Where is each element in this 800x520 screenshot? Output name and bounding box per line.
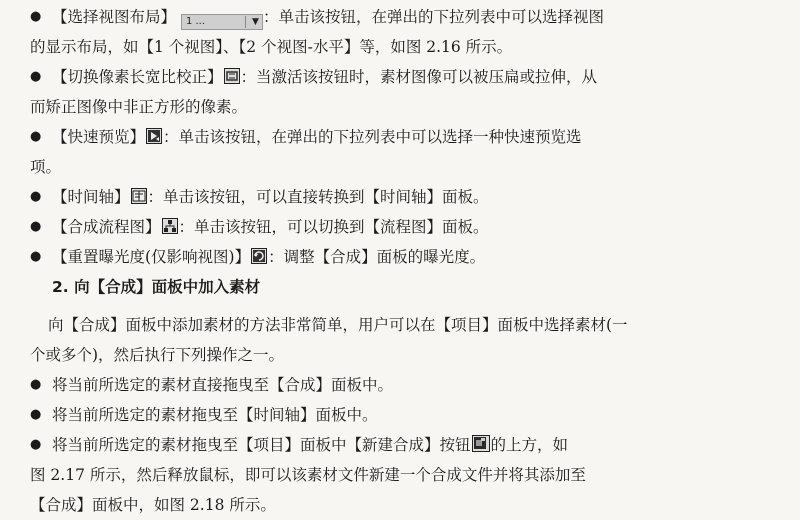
- item-text: ：单击该按钮，在弹出的下拉列表中可以选择视图: [262, 8, 604, 26]
- item-title: 【重置曝光度(仅影响视图)】: [52, 248, 251, 266]
- item-text: 将当前所选定的素材拖曳至【时间轴】面板中。: [52, 406, 378, 424]
- item-text: 的上方，如: [490, 436, 569, 454]
- bullet: ●: [30, 129, 42, 144]
- list-item: [30, 400, 792, 430]
- item-text-cont: 项。: [30, 158, 62, 176]
- item-text: 将当前所选定的素材拖曳至【项目】面板中【新建合成】按钮: [52, 436, 471, 454]
- pixel-aspect-icon: [224, 68, 240, 84]
- fast-preview-icon: [146, 128, 162, 144]
- bullet: ●: [30, 437, 42, 452]
- list-item: [30, 122, 792, 182]
- item-text-cont: 图 2.17 所示，然后释放鼠标，即可以该素材文件新建一个合成文件并将其添加至: [30, 466, 586, 484]
- bullet: ●: [30, 9, 42, 24]
- bullet: ●: [30, 219, 42, 234]
- paragraph-line: 向【合成】面板中添加素材的方法非常简单，用户可以在【项目】面板中选择素材(一: [48, 316, 628, 334]
- item-text: ：单击该按钮，在弹出的下拉列表中可以选择一种快速预览选: [163, 128, 582, 146]
- paragraph-line: 个或多个)，然后执行下列操作之一。: [30, 346, 285, 364]
- item-text: ：当激活该按钮时，素材图像可以被压扁或拉伸，从: [240, 68, 598, 86]
- item-text: ：单击该按钮，可以直接转换到【时间轴】面板。: [147, 188, 489, 206]
- list-item: [30, 182, 792, 212]
- item-title: 【合成流程图】: [52, 218, 161, 236]
- list-item: [30, 2, 792, 62]
- item-text-cont: 而矫正图像中非正方形的像素。: [30, 98, 248, 116]
- view-layout-dropdown: 1 ... ▼: [181, 14, 263, 30]
- bullet: ●: [30, 189, 42, 204]
- flowchart-icon: [162, 218, 178, 234]
- item-text: 将当前所选定的素材直接拖曳至【合成】面板中。: [52, 376, 394, 394]
- item-title: 【时间轴】: [52, 188, 130, 206]
- item-text-cont: 的显示布局，如【1 个视图】、【2 个视图-水平】等，如图 2.16 所示。: [30, 38, 513, 56]
- item-text: ：调整【合成】面板的曝光度。: [268, 248, 486, 266]
- timeline-icon: [131, 188, 147, 204]
- bullet: ●: [30, 407, 42, 422]
- bullet: ●: [30, 377, 42, 392]
- reset-exposure-icon: [251, 248, 267, 264]
- list-item: [30, 430, 792, 520]
- list-item: [30, 62, 792, 122]
- bullet: ●: [30, 69, 42, 84]
- item-title: 【切换像素长宽比校正】: [52, 68, 223, 86]
- intro-paragraph: [30, 310, 790, 370]
- new-composition-icon: [472, 435, 490, 452]
- item-title: 【选择视图布局】: [52, 8, 177, 26]
- item-text-cont: 【合成】面板中，如图 2.18 所示。: [30, 496, 276, 514]
- list-item: [30, 370, 792, 400]
- list-item: [30, 242, 792, 272]
- item-title: 【快速预览】: [52, 128, 146, 146]
- bullet: ●: [30, 249, 42, 264]
- list-item: [30, 212, 792, 242]
- chevron-down-icon: ▼: [252, 17, 259, 27]
- section-heading: 2. 向【合成】面板中加入素材: [52, 278, 261, 296]
- item-text: ：单击该按钮，可以切换到【流程图】面板。: [178, 218, 489, 236]
